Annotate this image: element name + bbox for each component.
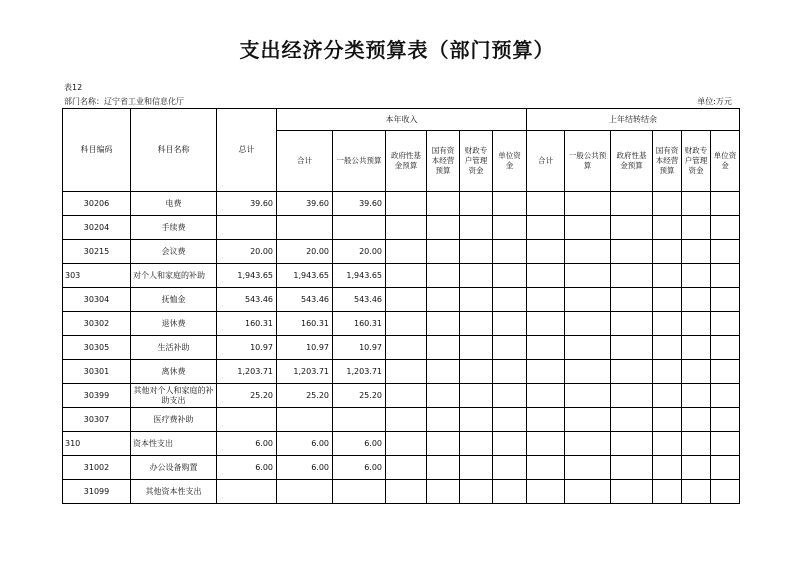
cell-empty [711, 384, 740, 408]
cell-current-sum: 39.60 [277, 192, 333, 216]
cell-current-sum [277, 408, 333, 432]
cell-empty [386, 432, 427, 456]
cell-empty [386, 360, 427, 384]
cell-code: 30399 [63, 384, 131, 408]
cell-total: 1,943.65 [217, 264, 277, 288]
cell-empty [682, 192, 711, 216]
cell-code: 30305 [63, 336, 131, 360]
cell-current-sum: 20.00 [277, 240, 333, 264]
cell-empty [611, 288, 653, 312]
cell-empty [493, 432, 527, 456]
cell-empty [682, 408, 711, 432]
cell-code: 30302 [63, 312, 131, 336]
header-total: 总计 [217, 109, 277, 192]
cell-current-general: 1,203.71 [333, 360, 386, 384]
cell-empty [682, 480, 711, 504]
cell-total: 1,203.71 [217, 360, 277, 384]
cell-empty [565, 432, 611, 456]
cell-empty [386, 264, 427, 288]
cell-empty [386, 312, 427, 336]
table-row [63, 264, 740, 288]
cell-current-sum: 6.00 [277, 456, 333, 480]
table-row [63, 240, 740, 264]
cell-current-general: 543.46 [333, 288, 386, 312]
cell-empty [527, 480, 565, 504]
cell-name: 会议费 [131, 240, 217, 264]
cell-empty [386, 240, 427, 264]
cell-empty [427, 336, 460, 360]
cell-empty [565, 240, 611, 264]
cell-current-general: 1,943.65 [333, 264, 386, 288]
cell-total: 10.97 [217, 336, 277, 360]
cell-empty [682, 240, 711, 264]
cell-empty [493, 408, 527, 432]
cell-empty [427, 480, 460, 504]
cell-empty [386, 336, 427, 360]
cell-empty [711, 336, 740, 360]
current-subheader-3: 国有资本经营预算 [427, 131, 460, 192]
cell-current-general: 6.00 [333, 432, 386, 456]
cell-empty [427, 192, 460, 216]
cell-empty [493, 360, 527, 384]
table-row [63, 432, 740, 456]
table-row [63, 336, 740, 360]
cell-empty [527, 384, 565, 408]
cell-name: 医疗费补助 [131, 408, 217, 432]
cell-empty [682, 216, 711, 240]
cell-empty [682, 432, 711, 456]
cell-empty [711, 456, 740, 480]
cell-empty [711, 264, 740, 288]
cell-current-sum [277, 480, 333, 504]
cell-empty [565, 384, 611, 408]
table-row [63, 216, 740, 240]
cell-empty [493, 192, 527, 216]
cell-current-general [333, 408, 386, 432]
table-row [63, 480, 740, 504]
cell-empty [460, 480, 493, 504]
cell-empty [611, 264, 653, 288]
cell-empty [460, 432, 493, 456]
cell-empty [565, 456, 611, 480]
cell-empty [527, 360, 565, 384]
cell-empty [460, 336, 493, 360]
cell-empty [682, 288, 711, 312]
cell-empty [611, 360, 653, 384]
cell-empty [565, 360, 611, 384]
cell-empty [460, 408, 493, 432]
cell-total: 543.46 [217, 288, 277, 312]
cell-code: 30307 [63, 408, 131, 432]
cell-empty [460, 456, 493, 480]
cell-empty [493, 288, 527, 312]
cell-empty [527, 456, 565, 480]
table-row [63, 456, 740, 480]
current-subheader-0: 合计 [277, 131, 333, 192]
cell-current-general [333, 480, 386, 504]
cell-empty [611, 240, 653, 264]
cell-empty [427, 408, 460, 432]
cell-name: 退休费 [131, 312, 217, 336]
cell-empty [427, 312, 460, 336]
cell-current-general: 6.00 [333, 456, 386, 480]
cell-name: 资本性支出 [131, 432, 217, 456]
carryover-subheader-0: 合计 [527, 131, 565, 192]
cell-total: 6.00 [217, 456, 277, 480]
cell-current-sum: 1,943.65 [277, 264, 333, 288]
cell-empty [711, 192, 740, 216]
cell-empty [653, 432, 682, 456]
cell-code: 30304 [63, 288, 131, 312]
cell-empty [527, 240, 565, 264]
cell-empty [682, 312, 711, 336]
cell-name: 抚恤金 [131, 288, 217, 312]
cell-current-sum: 10.97 [277, 336, 333, 360]
current-subheader-2: 政府性基金预算 [386, 131, 427, 192]
cell-empty [460, 384, 493, 408]
cell-empty [460, 360, 493, 384]
cell-empty [527, 408, 565, 432]
cell-empty [565, 264, 611, 288]
carryover-subheader-2: 政府性基金预算 [611, 131, 653, 192]
cell-total: 39.60 [217, 192, 277, 216]
cell-empty [711, 312, 740, 336]
cell-code: 31099 [63, 480, 131, 504]
cell-empty [565, 216, 611, 240]
carryover-subheader-1: 一般公共预算 [565, 131, 611, 192]
cell-empty [527, 192, 565, 216]
cell-name: 其他资本性支出 [131, 480, 217, 504]
cell-empty [711, 480, 740, 504]
cell-empty [682, 264, 711, 288]
cell-current-sum: 6.00 [277, 432, 333, 456]
cell-empty [527, 312, 565, 336]
cell-empty [653, 480, 682, 504]
cell-empty [460, 288, 493, 312]
cell-empty [611, 480, 653, 504]
cell-empty [493, 240, 527, 264]
cell-empty [653, 312, 682, 336]
cell-name: 其他对个人和家庭的补助支出 [131, 384, 217, 408]
cell-empty [386, 216, 427, 240]
table-row [63, 384, 740, 408]
cell-current-general: 39.60 [333, 192, 386, 216]
cell-empty [460, 264, 493, 288]
cell-empty [493, 480, 527, 504]
table-row [63, 408, 740, 432]
cell-empty [427, 432, 460, 456]
cell-empty [711, 240, 740, 264]
cell-current-general: 25.20 [333, 384, 386, 408]
cell-empty [527, 432, 565, 456]
cell-empty [611, 216, 653, 240]
cell-total [217, 216, 277, 240]
carryover-subheader-3: 国有资本经营预算 [653, 131, 682, 192]
cell-empty [460, 312, 493, 336]
cell-empty [611, 432, 653, 456]
cell-name: 离休费 [131, 360, 217, 384]
cell-empty [565, 288, 611, 312]
cell-current-general [333, 216, 386, 240]
cell-empty [653, 360, 682, 384]
cell-empty [611, 456, 653, 480]
carryover-subheader-4: 财政专户管理资金 [682, 131, 711, 192]
cell-empty [386, 192, 427, 216]
cell-empty [653, 336, 682, 360]
table-row [63, 192, 740, 216]
cell-empty [386, 456, 427, 480]
cell-code: 30301 [63, 360, 131, 384]
current-subheader-4: 财政专户管理资金 [460, 131, 493, 192]
header-current-income: 本年收入 [277, 109, 527, 131]
cell-empty [711, 360, 740, 384]
cell-empty [493, 336, 527, 360]
cell-empty [427, 384, 460, 408]
cell-empty [611, 192, 653, 216]
cell-empty [711, 408, 740, 432]
cell-current-sum: 1,203.71 [277, 360, 333, 384]
cell-empty [386, 408, 427, 432]
cell-code: 30206 [63, 192, 131, 216]
cell-empty [611, 384, 653, 408]
cell-empty [682, 360, 711, 384]
cell-current-general: 20.00 [333, 240, 386, 264]
cell-name: 手续费 [131, 216, 217, 240]
cell-empty [611, 336, 653, 360]
page-title: 支出经济分类预算表（部门预算） [239, 38, 555, 62]
cell-total: 6.00 [217, 432, 277, 456]
cell-total [217, 408, 277, 432]
cell-code: 303 [63, 264, 131, 288]
cell-empty [653, 384, 682, 408]
cell-total: 160.31 [217, 312, 277, 336]
cell-empty [565, 336, 611, 360]
cell-empty [611, 408, 653, 432]
cell-empty [653, 408, 682, 432]
cell-empty [653, 192, 682, 216]
header-carryover: 上年结转结余 [527, 109, 740, 131]
cell-empty [427, 288, 460, 312]
cell-empty [653, 456, 682, 480]
cell-total: 20.00 [217, 240, 277, 264]
cell-code: 310 [63, 432, 131, 456]
cell-current-sum [277, 216, 333, 240]
cell-empty [427, 264, 460, 288]
cell-empty [565, 192, 611, 216]
cell-empty [653, 264, 682, 288]
cell-current-general: 10.97 [333, 336, 386, 360]
table-row [63, 360, 740, 384]
cell-name: 对个人和家庭的补助 [131, 264, 217, 288]
cell-empty [653, 216, 682, 240]
cell-empty [527, 336, 565, 360]
cell-code: 31002 [63, 456, 131, 480]
cell-empty [386, 384, 427, 408]
header-name: 科目名称 [131, 109, 217, 192]
cell-total: 25.20 [217, 384, 277, 408]
cell-empty [427, 240, 460, 264]
current-subheader-5: 单位资金 [493, 131, 527, 192]
table-number: 表12 [64, 83, 83, 92]
table-row [63, 312, 740, 336]
budget-table [62, 108, 740, 504]
cell-name: 生活补助 [131, 336, 217, 360]
cell-empty [611, 312, 653, 336]
cell-current-sum: 160.31 [277, 312, 333, 336]
carryover-subheader-5: 单位资金 [711, 131, 740, 192]
cell-empty [460, 192, 493, 216]
cell-empty [427, 216, 460, 240]
header-code: 科目编码 [63, 109, 131, 192]
cell-current-sum: 543.46 [277, 288, 333, 312]
cell-current-sum: 25.20 [277, 384, 333, 408]
cell-empty [682, 384, 711, 408]
cell-empty [460, 216, 493, 240]
cell-total [217, 480, 277, 504]
cell-empty [493, 384, 527, 408]
cell-empty [527, 288, 565, 312]
unit-label: 单位:万元 [697, 97, 732, 106]
cell-name: 电费 [131, 192, 217, 216]
cell-empty [682, 336, 711, 360]
cell-empty [527, 216, 565, 240]
cell-code: 30215 [63, 240, 131, 264]
cell-empty [565, 480, 611, 504]
cell-name: 办公设备购置 [131, 456, 217, 480]
cell-empty [711, 216, 740, 240]
cell-empty [565, 312, 611, 336]
cell-empty [493, 216, 527, 240]
cell-empty [427, 360, 460, 384]
current-subheader-1: 一般公共预算 [333, 131, 386, 192]
table-row [63, 288, 740, 312]
cell-empty [682, 456, 711, 480]
cell-empty [427, 456, 460, 480]
cell-empty [493, 456, 527, 480]
cell-empty [386, 288, 427, 312]
cell-code: 30204 [63, 216, 131, 240]
cell-empty [711, 432, 740, 456]
department-name: 部门名称：辽宁省工业和信息化厅 [64, 97, 184, 106]
cell-current-general: 160.31 [333, 312, 386, 336]
cell-empty [653, 288, 682, 312]
cell-empty [653, 240, 682, 264]
cell-empty [493, 264, 527, 288]
cell-empty [386, 480, 427, 504]
cell-empty [460, 240, 493, 264]
cell-empty [711, 288, 740, 312]
cell-empty [527, 264, 565, 288]
cell-empty [565, 408, 611, 432]
cell-empty [493, 312, 527, 336]
